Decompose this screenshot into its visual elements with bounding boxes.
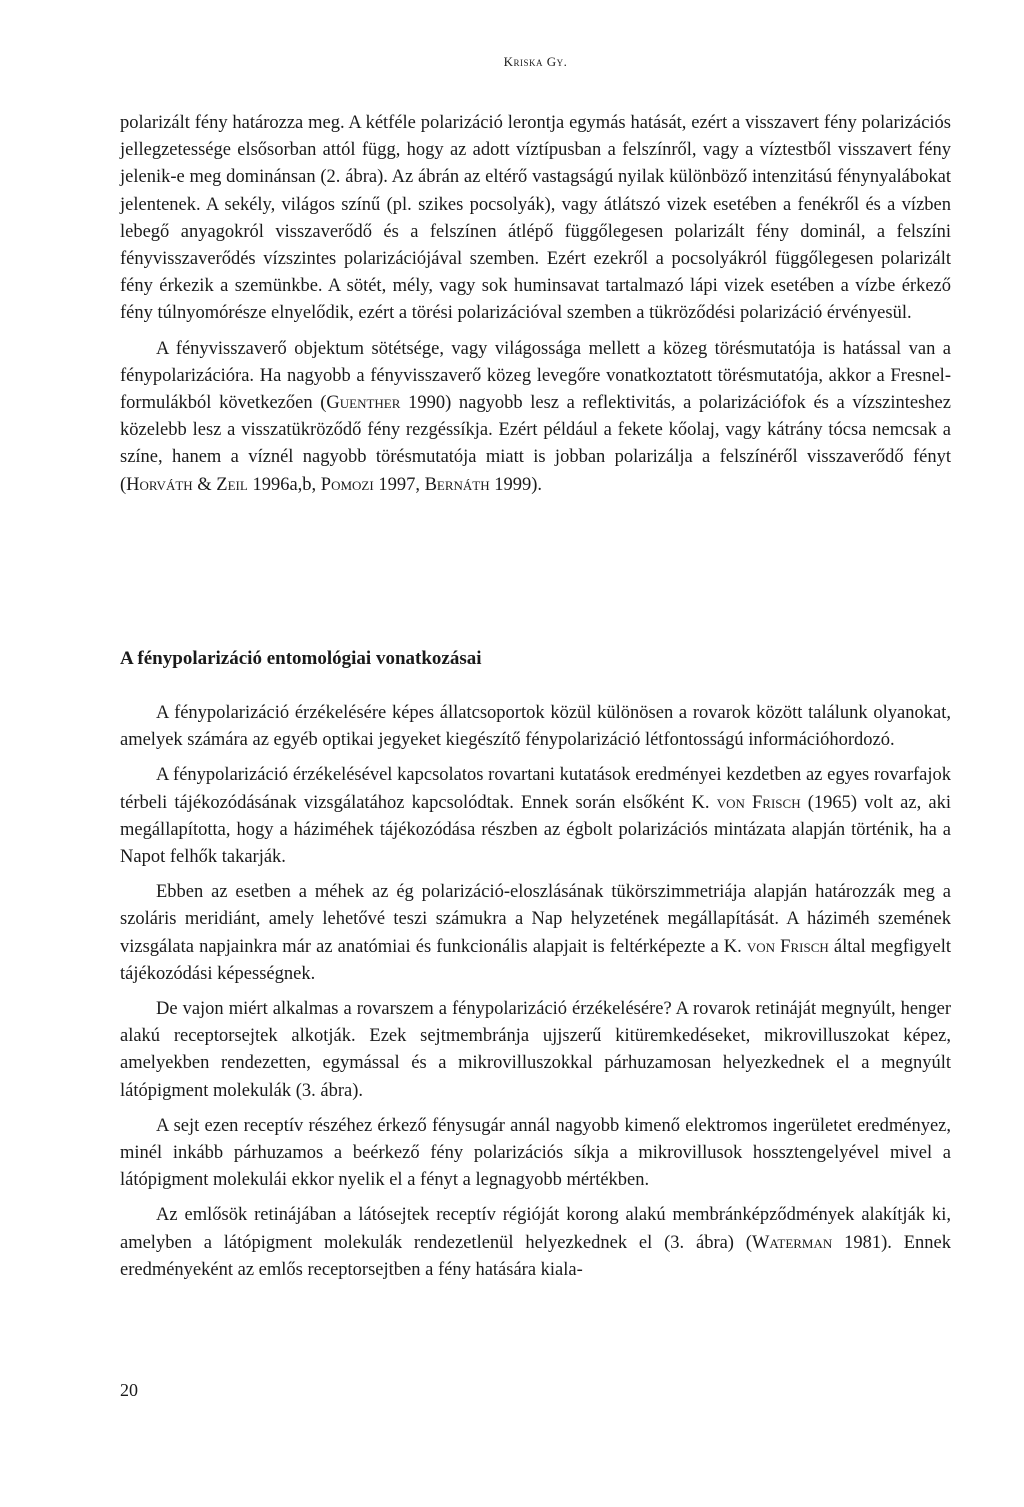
section-paragraph-2 <box>120 762 951 871</box>
section-paragraph-6 <box>120 1202 951 1284</box>
text-run: & <box>192 474 217 495</box>
citation-author: Bernáth <box>424 474 490 495</box>
text-run: (1965) volt az, aki megállapította, hogy a háziméhek tájékozódása részben az égbolt polarizációs mintázata alapján történik, ha a Napot felhők takarják. <box>120 792 951 868</box>
citation-author: Zeil <box>216 474 248 495</box>
text-run: 1996a,b, <box>247 474 321 495</box>
page <box>120 0 951 1507</box>
section-paragraph-1: A fénypolarizáció érzékelésére képes állatcsoportok közül különösen a rovarok között találunk olyanokat, amelyek számára az egyéb optikai jegyeket kiegészítő fénypolarizáció létfontosságú információhordozó. <box>120 703 951 751</box>
text-run: A fénypolarizáció érzékelésével kapcsolatos rovartani kutatások eredményei kezdetben az egyes rovarfajok térbeli tájékozódásának vizsgálatához kapcsolódtak. Ennek során elsőként K. <box>120 765 951 813</box>
text-run: Ebben az esetben a méhek az ég polarizáció-eloszlásának tükörszimmetriája alapján határozzák meg a szoláris meridiánt, amely lehetővé teszi számukra a Nap helyzetének megállapítását. A háziméh szemének vizsgálata napjainkra már az anatómiai és funkcionális alapjait is feltérképezte a K. <box>120 882 951 957</box>
citation-author: von Frisch <box>746 936 829 957</box>
intro-paragraph-2 <box>120 336 951 499</box>
section-text <box>120 700 951 1292</box>
section-paragraph-3 <box>120 879 951 988</box>
text-run: A fényvisszaverő objektum sötétsége, vagy világossága mellett a közeg törésmutatója is hatással van a fénypolarizációra. Ha nagyobb a fényvisszaverő közeg levegőre vonatkoztatott törésmutatója, akkor a Fresnel-formulákból következően ( <box>120 338 951 414</box>
citation-author: Horváth <box>126 474 193 495</box>
section-paragraph-4: De vajon miért alkalmas a rovarszem a fénypolarizáció érzékelésére? A rovarok retináját megnyúlt, henger alakú receptorsejtek alkotják. Ezek sejtmembránja ujjszerű kitüremkedéseket, mikrovilluszokat képez, amelyekben rendezetten, egymással és a mikrovilluszokkal párhuzamosan helyezkednek el a megnyúlt látópigment molekulák (3. ábra). <box>120 999 951 1101</box>
section-paragraph-5: A sejt ezen receptív részéhez érkező fénysugár annál nagyobb kimenő elektromos ingerületet eredményez, minél inkább párhuzamos a beérkező fény polarizációs síkja a mikrovillusok hossztengelyével mivel a látópigment molekulái ekkor nyelik el a fényt a legnagyobb mértékben. <box>120 1115 951 1191</box>
section-heading: A fénypolarizáció entomológiai vonatkozásai <box>120 648 482 669</box>
text-run: által megfigyelt tájékozódási képességnek. <box>120 936 951 984</box>
text-run: Az emlősök retinájában a látósejtek receptív régióját korong alakú membránképződmények alakítják ki, amelyben a látópigment molekulák rendezetlenül helyezkednek el (3. ábra) ( <box>120 1205 951 1253</box>
text-run: 1999). <box>489 474 543 495</box>
intro-text <box>120 110 951 499</box>
citation-author: Pomozi <box>320 474 374 495</box>
citation-author: Guenther <box>326 393 401 414</box>
citation-author: von Frisch <box>716 792 801 813</box>
page-number: 20 <box>120 1380 138 1400</box>
citation-author: Waterman <box>751 1232 833 1253</box>
text-run: 1990) nagyobb lesz a reflektivitás, a polarizációfok és a vízszinteshez közelebb lesz a visszatükröződő fény rezgéssíkja. Ezért például a fekete kőolaj, vagy kátrány tócsa nemcsak a színe, hanem a víznél nagyobb törésmutatója miatt is jobban polarizálja a felszínéről visszaverődő fényt ( <box>120 393 951 495</box>
text-run: 1981). Ennek eredményeként az emlős receptorsejtben a fény hatására kiala- <box>120 1232 951 1280</box>
intro-paragraph-1: polarizált fény határozza meg. A kétféle polarizáció lerontja egymás hatását, ezért a visszavert fény polarizációs jellegzetessége elsősorban attól függ, hogy az adott víztípusban a felszínről, vagy a víztestből visszavert fény jelenik-e meg dominánsan (2. ábra). Az ábrán az eltérő vastagságú nyilak különböző intenzitású fénynyalábokat jelentenek. A sekély, világos színű (pl. szikes pocsolyák), vagy átlátszó vizek esetében a fenékről és a vízben lebegő anyagokról visszaverődő és a felszínen átlépő függőlegesen polarizált fény dominál, a felszíni fényvisszaverődés vízszintes polarizációjával szemben. Ezért ezekről a pocsolyákról függőlegesen polarizált fény érkezik a szemünkbe. A sötét, mély, vagy sok huminsavat tartalmazó lápi vizek esetében a vízbe érkező fény túlnyomórésze elnyelődik, ezért a törési polarizációval szemben a tükröződési polarizáció érvényesül. <box>120 113 951 324</box>
running-head: Kriska Gy. <box>503 54 568 69</box>
text-run: 1997, <box>373 474 425 495</box>
